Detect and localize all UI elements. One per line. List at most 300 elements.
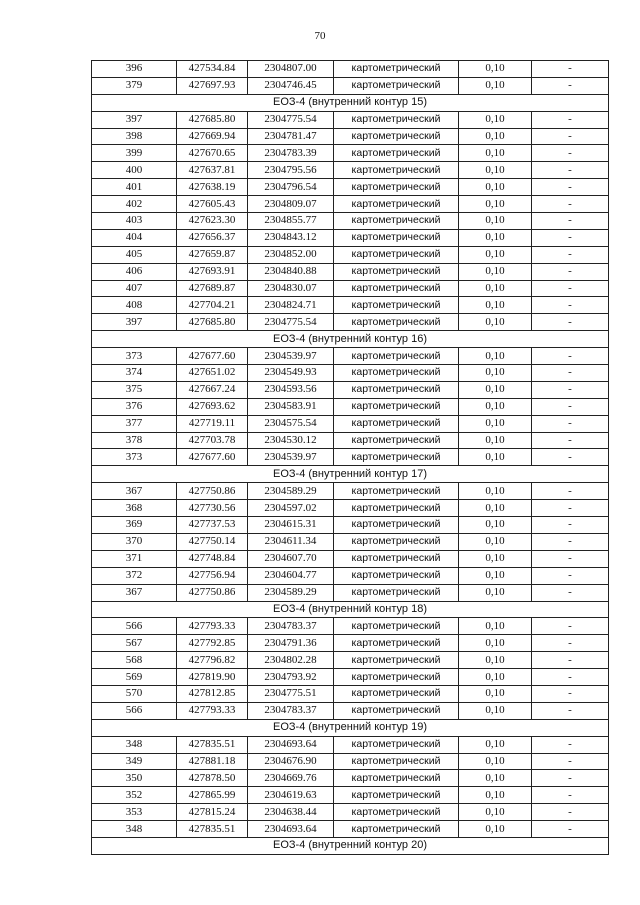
table-row [92,297,609,314]
y-coordinate-cell: 2304852.00 [248,246,334,263]
table-row [92,128,609,145]
note-cell: - [532,196,609,213]
y-coordinate-cell: 2304802.28 [248,652,334,669]
table-row [92,567,609,584]
point-number-cell: 373 [92,348,177,365]
table-row [92,770,609,787]
x-coordinate-cell: 427669.94 [177,128,248,145]
table-row [92,61,609,78]
note-cell: - [532,213,609,230]
precision-cell: 0,10 [459,213,532,230]
x-coordinate-cell: 427651.02 [177,365,248,382]
y-coordinate-cell: 2304746.45 [248,77,334,94]
y-coordinate-cell: 2304775.51 [248,685,334,702]
note-cell: - [532,263,609,280]
note-cell: - [532,635,609,652]
y-coordinate-cell: 2304793.92 [248,669,334,686]
x-coordinate-cell: 427656.37 [177,229,248,246]
precision-cell: 0,10 [459,449,532,466]
precision-cell: 0,10 [459,804,532,821]
y-coordinate-cell: 2304669.76 [248,770,334,787]
precision-cell: 0,10 [459,196,532,213]
note-cell: - [532,652,609,669]
x-coordinate-cell: 427677.60 [177,348,248,365]
table-row [92,652,609,669]
x-coordinate-cell: 427667.24 [177,381,248,398]
table-row [92,415,609,432]
x-coordinate-cell: 427730.56 [177,500,248,517]
y-coordinate-cell: 2304840.88 [248,263,334,280]
precision-cell: 0,10 [459,753,532,770]
point-number-cell: 397 [92,314,177,331]
note-cell: - [532,432,609,449]
note-cell: - [532,449,609,466]
note-cell: - [532,685,609,702]
y-coordinate-cell: 2304597.02 [248,500,334,517]
point-number-cell: 353 [92,804,177,821]
method-cell: картометрический [334,162,459,179]
point-number-cell: 367 [92,483,177,500]
y-coordinate-cell: 2304693.64 [248,736,334,753]
x-coordinate-cell: 427750.86 [177,584,248,601]
point-number-cell: 400 [92,162,177,179]
precision-cell: 0,10 [459,702,532,719]
note-cell: - [532,128,609,145]
note-cell: - [532,365,609,382]
point-number-cell: 371 [92,550,177,567]
table-row [92,196,609,213]
table-row [92,804,609,821]
point-number-cell: 372 [92,567,177,584]
point-number-cell: 566 [92,618,177,635]
note-cell: - [532,348,609,365]
precision-cell: 0,10 [459,246,532,263]
y-coordinate-cell: 2304809.07 [248,196,334,213]
y-coordinate-cell: 2304783.37 [248,618,334,635]
x-coordinate-cell: 427796.82 [177,652,248,669]
contour-header-row [92,466,609,483]
precision-cell: 0,10 [459,821,532,838]
method-cell: картометрический [334,584,459,601]
precision-cell: 0,10 [459,229,532,246]
point-number-cell: 398 [92,128,177,145]
x-coordinate-cell: 427792.85 [177,635,248,652]
y-coordinate-cell: 2304855.77 [248,213,334,230]
note-cell: - [532,517,609,534]
precision-cell: 0,10 [459,61,532,78]
y-coordinate-cell: 2304824.71 [248,297,334,314]
y-coordinate-cell: 2304539.97 [248,348,334,365]
table-row [92,753,609,770]
contour-header: ЕОЗ-4 (внутренний контур 20) [92,837,609,854]
method-cell: картометрический [334,196,459,213]
contour-header: ЕОЗ-4 (внутренний контур 16) [92,331,609,348]
coordinates-table-body [92,61,609,855]
x-coordinate-cell: 427748.84 [177,550,248,567]
method-cell: картометрический [334,314,459,331]
precision-cell: 0,10 [459,635,532,652]
method-cell: картометрический [334,128,459,145]
table-row [92,550,609,567]
method-cell: картометрический [334,753,459,770]
y-coordinate-cell: 2304795.56 [248,162,334,179]
note-cell: - [532,314,609,331]
precision-cell: 0,10 [459,550,532,567]
x-coordinate-cell: 427750.86 [177,483,248,500]
coordinates-table [91,60,609,855]
method-cell: картометрический [334,179,459,196]
precision-cell: 0,10 [459,770,532,787]
y-coordinate-cell: 2304611.34 [248,533,334,550]
point-number-cell: 378 [92,432,177,449]
note-cell: - [532,787,609,804]
x-coordinate-cell: 427865.99 [177,787,248,804]
precision-cell: 0,10 [459,432,532,449]
precision-cell: 0,10 [459,280,532,297]
method-cell: картометрический [334,821,459,838]
point-number-cell: 567 [92,635,177,652]
precision-cell: 0,10 [459,533,532,550]
point-number-cell: 368 [92,500,177,517]
precision-cell: 0,10 [459,297,532,314]
y-coordinate-cell: 2304615.31 [248,517,334,534]
method-cell: картометрический [334,348,459,365]
note-cell: - [532,77,609,94]
x-coordinate-cell: 427659.87 [177,246,248,263]
table-row [92,449,609,466]
precision-cell: 0,10 [459,348,532,365]
point-number-cell: 404 [92,229,177,246]
y-coordinate-cell: 2304775.54 [248,314,334,331]
y-coordinate-cell: 2304781.47 [248,128,334,145]
table-row [92,246,609,263]
precision-cell: 0,10 [459,567,532,584]
point-number-cell: 403 [92,213,177,230]
method-cell: картометрический [334,500,459,517]
y-coordinate-cell: 2304783.37 [248,702,334,719]
contour-header: ЕОЗ-4 (внутренний контур 18) [92,601,609,618]
y-coordinate-cell: 2304619.63 [248,787,334,804]
note-cell: - [532,550,609,567]
point-number-cell: 566 [92,702,177,719]
table-row [92,669,609,686]
note-cell: - [532,381,609,398]
x-coordinate-cell: 427750.14 [177,533,248,550]
method-cell: картометрический [334,669,459,686]
table-row [92,702,609,719]
note-cell: - [532,753,609,770]
method-cell: картометрический [334,550,459,567]
y-coordinate-cell: 2304830.07 [248,280,334,297]
contour-header-row [92,837,609,854]
method-cell: картометрический [334,263,459,280]
table-row [92,821,609,838]
table-row [92,483,609,500]
note-cell: - [532,702,609,719]
table-row [92,500,609,517]
precision-cell: 0,10 [459,314,532,331]
precision-cell: 0,10 [459,669,532,686]
note-cell: - [532,669,609,686]
method-cell: картометрический [334,635,459,652]
point-number-cell: 377 [92,415,177,432]
point-number-cell: 397 [92,111,177,128]
point-number-cell: 350 [92,770,177,787]
point-number-cell: 375 [92,381,177,398]
point-number-cell: 373 [92,449,177,466]
table-row [92,635,609,652]
method-cell: картометрический [334,652,459,669]
point-number-cell: 570 [92,685,177,702]
note-cell: - [532,770,609,787]
y-coordinate-cell: 2304589.29 [248,483,334,500]
point-number-cell: 376 [92,398,177,415]
x-coordinate-cell: 427623.30 [177,213,248,230]
x-coordinate-cell: 427693.91 [177,263,248,280]
x-coordinate-cell: 427605.43 [177,196,248,213]
note-cell: - [532,618,609,635]
point-number-cell: 396 [92,61,177,78]
method-cell: картометрический [334,483,459,500]
x-coordinate-cell: 427881.18 [177,753,248,770]
x-coordinate-cell: 427703.78 [177,432,248,449]
contour-header: ЕОЗ-4 (внутренний контур 15) [92,94,609,111]
precision-cell: 0,10 [459,517,532,534]
precision-cell: 0,10 [459,398,532,415]
x-coordinate-cell: 427793.33 [177,618,248,635]
note-cell: - [532,567,609,584]
note-cell: - [532,804,609,821]
point-number-cell: 399 [92,145,177,162]
y-coordinate-cell: 2304843.12 [248,229,334,246]
y-coordinate-cell: 2304775.54 [248,111,334,128]
method-cell: картометрический [334,567,459,584]
point-number-cell: 405 [92,246,177,263]
precision-cell: 0,10 [459,365,532,382]
x-coordinate-cell: 427638.19 [177,179,248,196]
contour-header: ЕОЗ-4 (внутренний контур 17) [92,466,609,483]
method-cell: картометрический [334,246,459,263]
precision-cell: 0,10 [459,787,532,804]
table-row [92,213,609,230]
table-row [92,432,609,449]
x-coordinate-cell: 427689.87 [177,280,248,297]
point-number-cell: 379 [92,77,177,94]
x-coordinate-cell: 427878.50 [177,770,248,787]
method-cell: картометрический [334,449,459,466]
contour-header-row [92,719,609,736]
table-row [92,179,609,196]
precision-cell: 0,10 [459,483,532,500]
table-row [92,263,609,280]
method-cell: картометрический [334,213,459,230]
note-cell: - [532,162,609,179]
precision-cell: 0,10 [459,179,532,196]
table-row [92,314,609,331]
method-cell: картометрический [334,787,459,804]
precision-cell: 0,10 [459,500,532,517]
table-row [92,787,609,804]
point-number-cell: 367 [92,584,177,601]
method-cell: картометрический [334,415,459,432]
table-row [92,736,609,753]
x-coordinate-cell: 427704.21 [177,297,248,314]
x-coordinate-cell: 427685.80 [177,111,248,128]
point-number-cell: 408 [92,297,177,314]
table-row [92,584,609,601]
precision-cell: 0,10 [459,162,532,179]
note-cell: - [532,111,609,128]
x-coordinate-cell: 427819.90 [177,669,248,686]
precision-cell: 0,10 [459,128,532,145]
precision-cell: 0,10 [459,618,532,635]
x-coordinate-cell: 427835.51 [177,736,248,753]
y-coordinate-cell: 2304583.91 [248,398,334,415]
y-coordinate-cell: 2304530.12 [248,432,334,449]
point-number-cell: 349 [92,753,177,770]
note-cell: - [532,483,609,500]
x-coordinate-cell: 427793.33 [177,702,248,719]
point-number-cell: 406 [92,263,177,280]
method-cell: картометрический [334,702,459,719]
table-row [92,618,609,635]
method-cell: картометрический [334,432,459,449]
precision-cell: 0,10 [459,584,532,601]
y-coordinate-cell: 2304593.56 [248,381,334,398]
method-cell: картометрический [334,736,459,753]
method-cell: картометрический [334,365,459,382]
precision-cell: 0,10 [459,77,532,94]
x-coordinate-cell: 427693.62 [177,398,248,415]
table-row [92,162,609,179]
note-cell: - [532,179,609,196]
table-row [92,365,609,382]
method-cell: картометрический [334,685,459,702]
y-coordinate-cell: 2304796.54 [248,179,334,196]
contour-header: ЕОЗ-4 (внутренний контур 19) [92,719,609,736]
note-cell: - [532,145,609,162]
method-cell: картометрический [334,111,459,128]
contour-header-row [92,331,609,348]
x-coordinate-cell: 427697.93 [177,77,248,94]
method-cell: картометрический [334,381,459,398]
point-number-cell: 374 [92,365,177,382]
point-number-cell: 569 [92,669,177,686]
y-coordinate-cell: 2304575.54 [248,415,334,432]
x-coordinate-cell: 427815.24 [177,804,248,821]
table-row [92,517,609,534]
table-row [92,398,609,415]
table-row [92,685,609,702]
x-coordinate-cell: 427677.60 [177,449,248,466]
note-cell: - [532,280,609,297]
precision-cell: 0,10 [459,415,532,432]
point-number-cell: 370 [92,533,177,550]
table-row [92,111,609,128]
point-number-cell: 348 [92,821,177,838]
precision-cell: 0,10 [459,111,532,128]
x-coordinate-cell: 427685.80 [177,314,248,331]
y-coordinate-cell: 2304607.70 [248,550,334,567]
method-cell: картометрический [334,61,459,78]
table-row [92,77,609,94]
x-coordinate-cell: 427719.11 [177,415,248,432]
y-coordinate-cell: 2304589.29 [248,584,334,601]
method-cell: картометрический [334,280,459,297]
contour-header-row [92,94,609,111]
method-cell: картометрический [334,770,459,787]
x-coordinate-cell: 427835.51 [177,821,248,838]
point-number-cell: 348 [92,736,177,753]
y-coordinate-cell: 2304539.97 [248,449,334,466]
table-row [92,229,609,246]
precision-cell: 0,10 [459,736,532,753]
note-cell: - [532,398,609,415]
precision-cell: 0,10 [459,381,532,398]
note-cell: - [532,229,609,246]
precision-cell: 0,10 [459,652,532,669]
method-cell: картометрический [334,297,459,314]
y-coordinate-cell: 2304676.90 [248,753,334,770]
precision-cell: 0,10 [459,145,532,162]
x-coordinate-cell: 427756.94 [177,567,248,584]
table-row [92,145,609,162]
note-cell: - [532,584,609,601]
note-cell: - [532,500,609,517]
precision-cell: 0,10 [459,263,532,280]
method-cell: картометрический [334,398,459,415]
note-cell: - [532,821,609,838]
method-cell: картометрический [334,533,459,550]
y-coordinate-cell: 2304638.44 [248,804,334,821]
point-number-cell: 568 [92,652,177,669]
y-coordinate-cell: 2304693.64 [248,821,334,838]
note-cell: - [532,246,609,263]
method-cell: картометрический [334,804,459,821]
note-cell: - [532,736,609,753]
precision-cell: 0,10 [459,685,532,702]
contour-header-row [92,601,609,618]
table-row [92,280,609,297]
x-coordinate-cell: 427534.84 [177,61,248,78]
method-cell: картометрический [334,77,459,94]
method-cell: картометрический [334,145,459,162]
x-coordinate-cell: 427812.85 [177,685,248,702]
point-number-cell: 401 [92,179,177,196]
method-cell: картометрический [334,618,459,635]
y-coordinate-cell: 2304807.00 [248,61,334,78]
method-cell: картометрический [334,517,459,534]
point-number-cell: 369 [92,517,177,534]
x-coordinate-cell: 427670.65 [177,145,248,162]
y-coordinate-cell: 2304604.77 [248,567,334,584]
note-cell: - [532,415,609,432]
table-row [92,348,609,365]
table-row [92,381,609,398]
point-number-cell: 352 [92,787,177,804]
note-cell: - [532,61,609,78]
table-row [92,533,609,550]
x-coordinate-cell: 427637.81 [177,162,248,179]
note-cell: - [532,533,609,550]
page-number: 70 [314,30,326,42]
y-coordinate-cell: 2304783.39 [248,145,334,162]
point-number-cell: 402 [92,196,177,213]
y-coordinate-cell: 2304791.36 [248,635,334,652]
y-coordinate-cell: 2304549.93 [248,365,334,382]
point-number-cell: 407 [92,280,177,297]
x-coordinate-cell: 427737.53 [177,517,248,534]
